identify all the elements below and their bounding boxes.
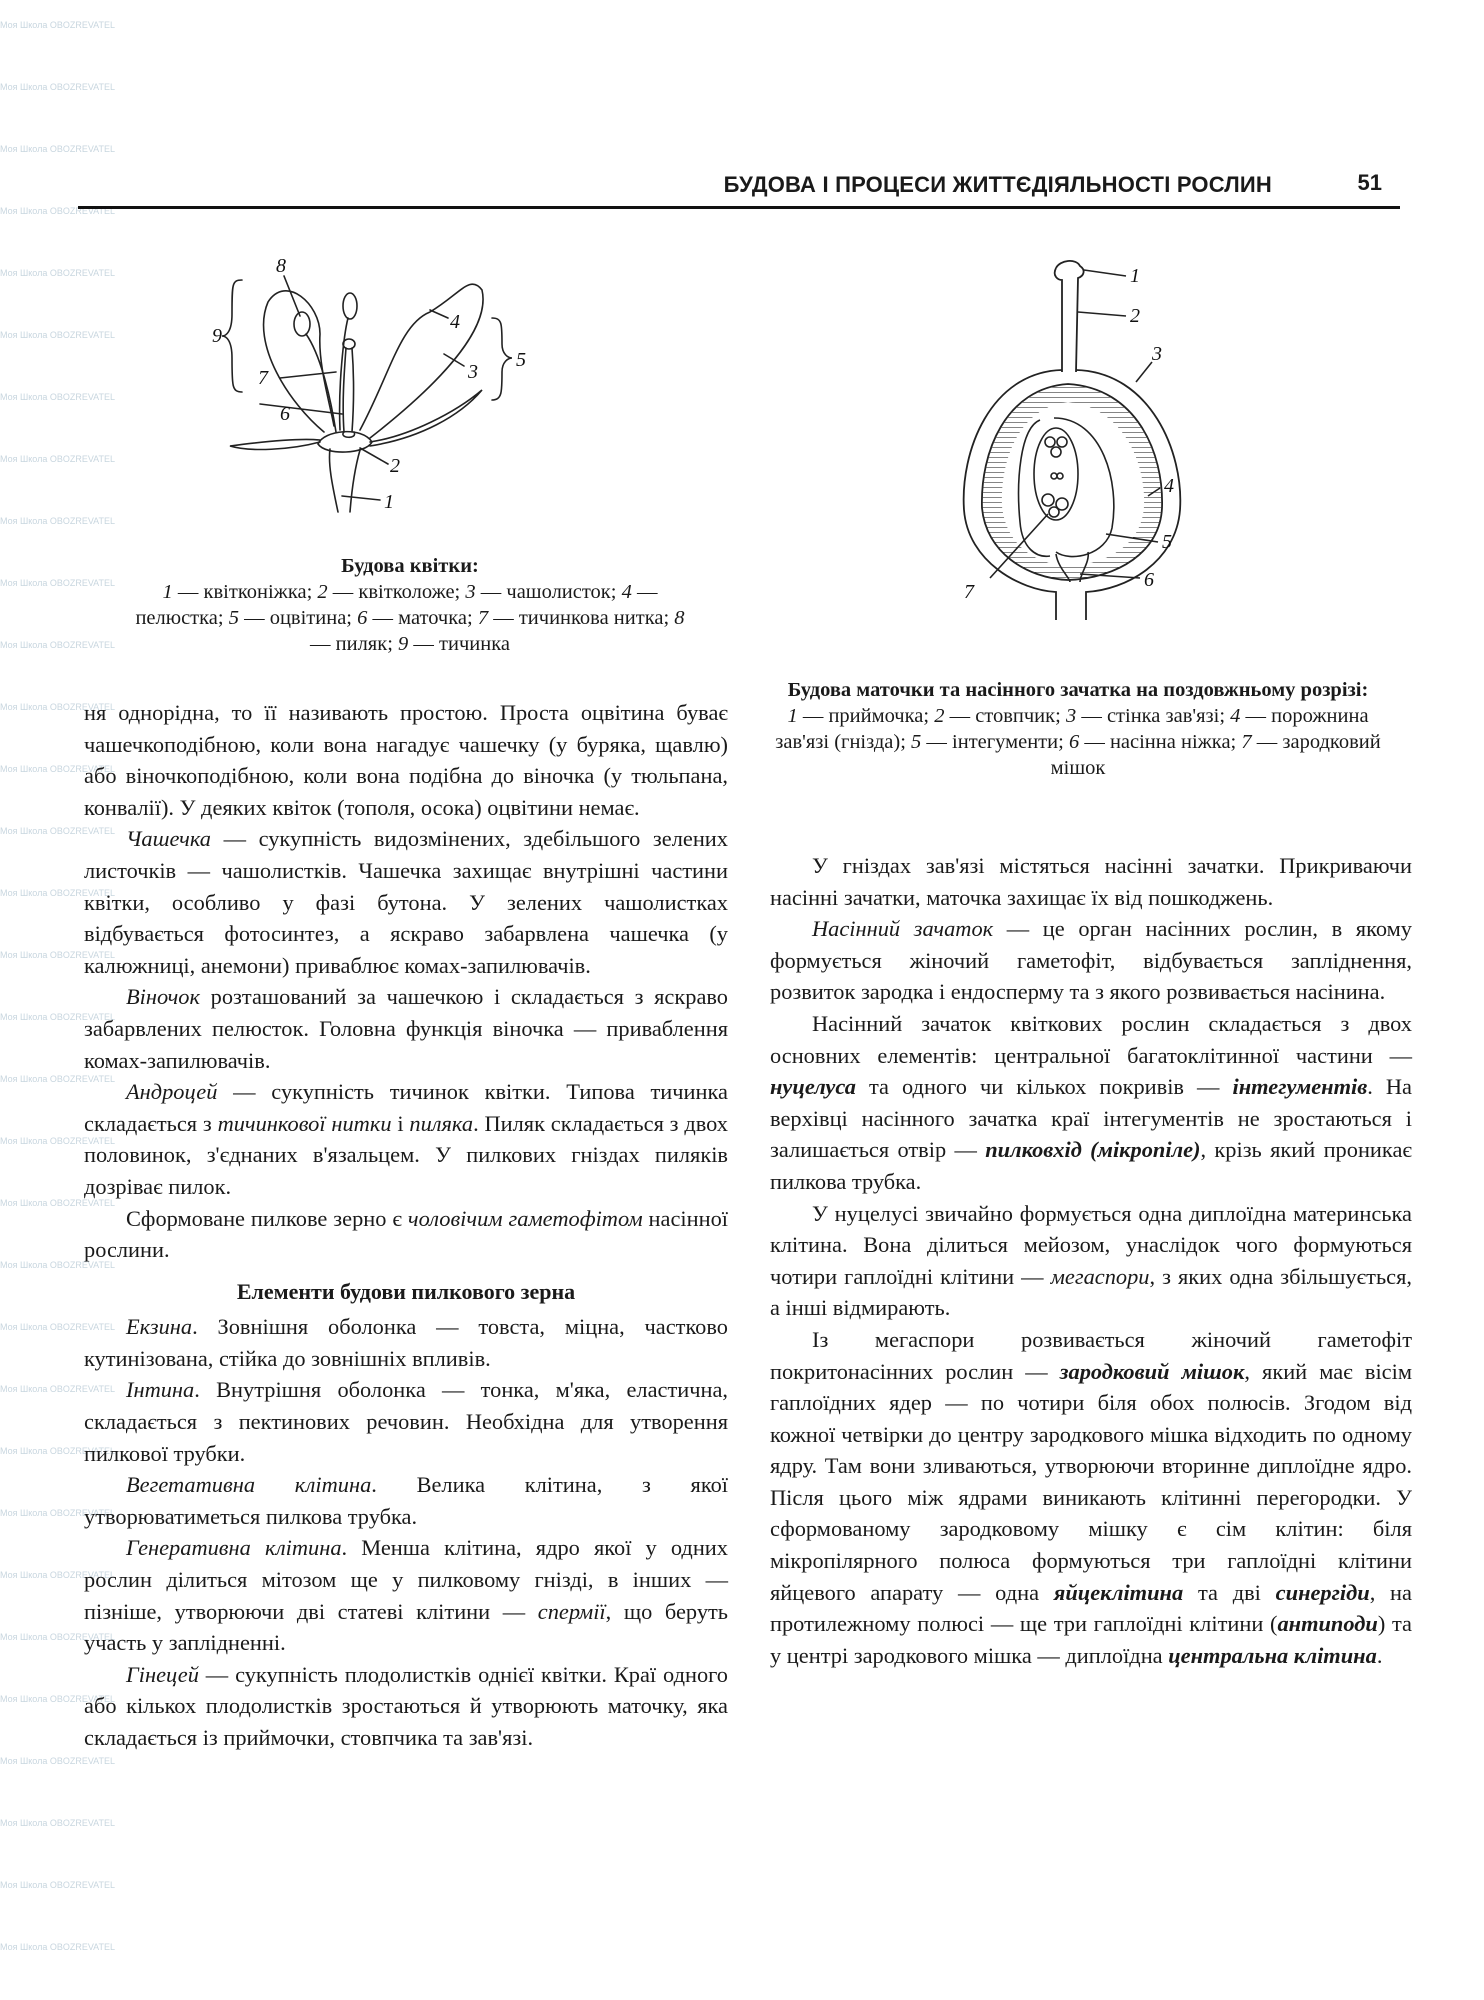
fig1-label-7: 7 [258,367,268,389]
watermark-text: Моя Школа OBOZREVATEL [0,1880,116,1890]
flower-caption [130,553,690,657]
pistil-caption-title: Будова маточки та насінного зачатка на поздовжньому розрізі: [787,679,1369,701]
watermark-text: Моя Школа OBOZREVATEL [0,1632,116,1642]
watermark-text: Моя Школа OBOZREVATEL [0,1942,116,1952]
legend-num: 5 [911,731,922,753]
text: , що беруть участь у заплідненні. [84,1598,729,1656]
term: Андроцей [126,1079,218,1105]
paragraph [770,913,1412,1008]
paragraph [770,1008,1412,1198]
fig2-label-6: 6 [1144,569,1154,591]
term: Вегетативна клітина [126,1472,372,1498]
pistil-ovule-diagram [930,252,1210,622]
text: Із мегаспори розвивається жіночий гаметофіт покритонасінних рослин — [770,1326,1412,1384]
text: У нуцелусі звичайно формується одна диплоїдна материнська клітина. Вона ділиться мейозом, унаслідок чого формуються чотири гаплоїдні клітини — [770,1200,1412,1289]
section-heading: Елементи будови пилкового зерна [236,1278,576,1304]
text: . Менша клітина, ядро якої у одних рослин ділиться мітозом ще у пилковому гнізді, в інших — пізніше, утворюючи дві статеві клітини — [84,1535,728,1624]
watermark-text: Моя Школа OBOZREVATEL [0,1260,116,1270]
text: . [1376,1642,1383,1668]
legend-num: 5 [228,607,239,629]
running-title: БУДОВА І ПРОЦЕСИ ЖИТТЄДІЯЛЬНОСТІ РОСЛИН [723,172,1272,197]
right-column [770,850,1412,1671]
text: Насінний зачаток квіткових рослин складається з двох основних елементів: центральної багатоклітинної частини — [770,1010,1412,1068]
legend-num: 4 [1230,705,1241,727]
watermark-text: Моя Школа OBOZREVATEL [0,1508,116,1518]
legend-text: — маточка; [367,607,478,629]
flower-caption-title: Будова квітки: [341,555,479,577]
paragraph [84,981,728,1076]
term: Насінний зачаток [812,916,994,942]
pistil-legend [770,703,1386,781]
watermark-text: Моя Школа OBOZREVATEL [0,206,116,216]
fig1-label-5: 5 [516,349,526,371]
legend-text: — приймочка; [797,705,935,727]
watermark-text: Моя Школа OBOZREVATEL [0,1446,116,1456]
term: Віночок [126,984,200,1010]
term: інтегументів [1232,1074,1368,1100]
legend-num: 9 [398,633,409,655]
text: , крізь який проникає пилкова трубка. [770,1137,1412,1194]
legend-text: — квітконіжка; [172,581,318,603]
fig1-label-9: 9 [212,325,222,347]
watermark-text: Моя Школа OBOZREVATEL [0,1570,116,1580]
flower-legend [130,579,690,657]
text: У гніздах зав'язі містяться насінні зачатки. Прикриваючи насінні зачатки, маточка захищає їх від пошкоджень. [770,853,1412,910]
watermark-text: Моя Школа OBOZREVATEL [0,1136,116,1146]
text: , з яких одна збільшується, а інші відмирають. [770,1263,1412,1321]
term: нуцелуса [770,1074,856,1100]
fig1-label-8: 8 [276,255,286,277]
term: спермії [537,1598,606,1624]
legend-text: — зародковий мішок [1050,731,1381,779]
paragraph [84,1659,728,1754]
watermark-text: Моя Школа OBOZREVATEL [0,20,116,30]
legend-text: — інтегументи; [921,731,1069,753]
paragraph [84,1076,728,1202]
text: . Пиляк складається з двох половинок, з'єднаних в'язальцем. У пилкових гніздах пиляків дозріває пилок. [84,1110,728,1199]
text: і [391,1110,410,1136]
watermark-text: Моя Школа OBOZREVATEL [0,702,116,712]
watermark-text: Моя Школа OBOZREVATEL [0,392,116,402]
legend-text: — оцвітина; [238,607,358,629]
text: та одного чи кількох покривів — [855,1074,1233,1100]
legend-num: 1 [162,581,173,603]
watermark-text: Моя Школа OBOZREVATEL [0,1694,116,1704]
text: . Внутрішня оболонка — тонка, м'яка, еластична, складається з пектинових речовин. Необхідна для утворення пилкової трубки. [84,1377,728,1466]
legend-num: 6 [1068,731,1080,753]
paragraph [84,697,728,823]
fig2-label-4: 4 [1164,475,1174,497]
text: . Велика клітина, з якої утворюватиметься пилкова трубка. [84,1472,728,1529]
term: мегаспори [1050,1263,1150,1289]
legend-text: — насінна ніжка; [1079,731,1242,753]
fig1-label-2: 2 [390,455,400,477]
watermark-text: Моя Школа OBOZREVATEL [0,1012,116,1022]
legend-num: 4 [621,581,632,603]
watermark-text: Моя Школа OBOZREVATEL [0,1198,116,1208]
legend-num: 3 [1065,705,1077,727]
watermark-text: Моя Школа OBOZREVATEL [0,1756,116,1766]
fig2-label-2: 2 [1130,305,1140,327]
legend-text: — пиляк; [310,633,399,655]
watermark-text: Моя Школа OBOZREVATEL [0,144,116,154]
text: . На верхівці насінного зачатка краї інтегументів не зростаються і залишається отвір — [770,1074,1412,1163]
text: насінної рослини. [84,1205,729,1263]
watermark-text: Моя Школа OBOZREVATEL [0,1074,116,1084]
paragraph [84,1532,728,1658]
paragraph [84,1374,728,1469]
term: тичинкової нитки [217,1110,392,1136]
fig1-label-1: 1 [384,491,394,513]
fig2-label-7: 7 [964,581,974,603]
text: . Зовнішня оболонка — товста, міцна, частково кутинізована, стійка до зовнішніх впливів. [84,1314,728,1371]
term: антиподи [1277,1611,1378,1637]
term: синергіди [1275,1579,1370,1605]
text: ня однорідна, то її називають простою. Проста оцвітина буває чашечкоподібною, коли вона нагадує чашечку (у буряка, щавлю) або віночкоподібною, коли вона подібна до віночка (у тюльпана, конвалії). У деяких квіток (тополя, осока) оцвітини немає. [84,700,728,820]
term: пилковхід (мікропіле) [985,1137,1201,1163]
fig2-label-3: 3 [1152,343,1162,365]
pistil-caption [770,677,1386,781]
text: — сукупність тичинок квітки. Типова тичинка складається з [84,1079,728,1136]
text: , який має вісім гаплоїдних ядер — по чотири біля обох полюсів. Згодом від кожної четвірки до центру зародкового мішка відходить по одному ядру. Там вони зливаються, утворюючи вторинне диплоїдне ядро. Після цього між ядрами виникають клітинні перегородки. У сформованому зародковому мішку є сім клітин: біля мікропілярного полюса формуються три гаплоїдні клітини яйцевого апарату — одна [770,1358,1412,1605]
left-column [84,697,728,1754]
legend-text: — стовпчик; [944,705,1066,727]
term: Чашечка [126,826,211,852]
watermark-text: Моя Школа OBOZREVATEL [0,826,116,836]
fig2-label-1: 1 [1130,265,1140,287]
term: чоловічим гаметофітом [407,1205,643,1231]
paragraph [84,823,728,981]
legend-text: — стінка зав'язі; [1076,705,1231,727]
flower-diagram [212,254,620,532]
term: Гінецей [126,1661,199,1687]
term: пиляка [409,1110,474,1136]
watermark-text: Моя Школа OBOZREVATEL [0,454,116,464]
legend-num: 1 [787,705,798,727]
text: — це орган насінних рослин, в якому формується жіночий гаметофіт, відбувається запліднення, розвиток зародка і ендосперму та з якого розвивається насінина. [770,916,1412,1005]
legend-num: 8 [674,607,685,629]
fig1-label-6: 6 [280,403,290,425]
legend-text: — квітколоже; [327,581,466,603]
term: центральна клітина [1168,1642,1377,1668]
paragraph [84,1469,728,1532]
legend-text: — тичинкова нитка; [488,607,675,629]
legend-text: — чашолисток; [475,581,622,603]
text: ) та у центрі зародкового мішка — диплоїдна [770,1611,1412,1668]
legend-num: 7 [477,607,489,629]
term: Генеративна клітина [126,1535,342,1561]
legend-text: — порожнина зав'язі (гнізда); [775,705,1369,753]
fig1-label-3: 3 [468,361,478,383]
watermark-text: Моя Школа OBOZREVATEL [0,888,116,898]
text: , на протилежному полюсі — ще три гаплоїдні клітини ( [770,1579,1412,1637]
watermark-text: Моя Школа OBOZREVATEL [0,1818,116,1828]
text: розташований за чашечкою і складається з яскраво забарвлених пелюсток. Головна функція віночка — приваблення комах-запилювачів. [84,984,728,1073]
watermark-text: Моя Школа OBOZREVATEL [0,330,116,340]
watermark-strip [0,0,116,2000]
fig1-label-4: 4 [450,311,460,333]
legend-text: — тичинка [408,633,510,655]
paragraph [84,1311,728,1374]
term: Екзина [126,1314,193,1340]
term: зародковий мішок [1059,1358,1245,1384]
watermark-text: Моя Школа OBOZREVATEL [0,640,116,650]
text: — сукупність плодолистків однієї квітки. Краї одного або кількох плодолистків зростаються й утворюють маточку, яка складається із приймочки, стовпчика та зав'язі. [84,1661,728,1750]
text: — сукупність видозмінених, здебільшого зелених листочків — чашолистків. Чашечка захищає внутрішні частини квітки, особливо у фазі бутона. У зелених чашолистках відбувається фотосинтез, а яскраво забарвлена чашечка (у калюжниці, анемони) приваблює комах-запилювачів. [84,826,728,978]
term: Інтина [126,1377,195,1403]
legend-num: 6 [357,607,368,629]
paragraph [770,850,1412,913]
term: яйцеклітина [1053,1579,1184,1605]
watermark-text: Моя Школа OBOZREVATEL [0,578,116,588]
paragraph [84,1203,728,1266]
text: та дві [1183,1579,1276,1605]
watermark-text: Моя Школа OBOZREVATEL [0,516,116,526]
legend-num: 7 [1241,731,1252,753]
legend-text: — пелюстка; [135,581,658,629]
watermark-text: Моя Школа OBOZREVATEL [0,1384,116,1394]
page-header [78,168,1400,209]
watermark-text: Моя Школа OBOZREVATEL [0,764,116,774]
page-number: 51 [1357,170,1382,195]
fig2-label-5: 5 [1162,531,1172,553]
text: Сформоване пилкове зерно є [126,1205,408,1231]
legend-num: 3 [465,581,476,603]
paragraph [770,1324,1412,1672]
watermark-text: Моя Школа OBOZREVATEL [0,268,116,278]
watermark-text: Моя Школа OBOZREVATEL [0,1322,116,1332]
watermark-text: Моя Школа OBOZREVATEL [0,950,116,960]
paragraph [770,1198,1412,1324]
legend-num: 2 [317,581,328,603]
legend-num: 2 [934,705,945,727]
watermark-text: Моя Школа OBOZREVATEL [0,82,116,92]
